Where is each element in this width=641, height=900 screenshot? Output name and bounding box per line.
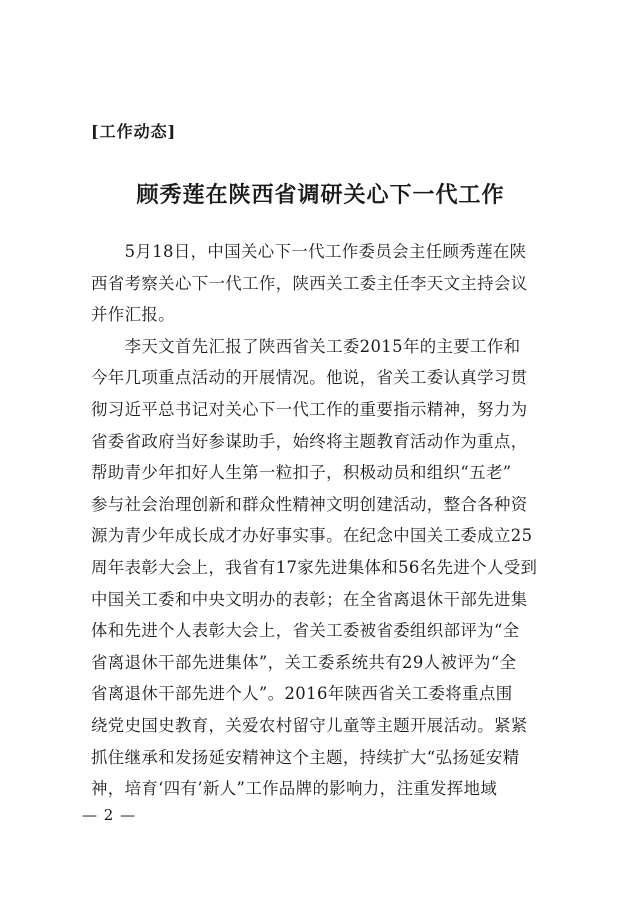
article-title: 顾秀莲在陕西省调研关心下一代工作 — [136, 182, 505, 208]
body-line: 并作汇报。 — [91, 305, 175, 325]
body-line: 神，培育‘四有’新人”工作品牌的影响力，注重发挥地域 — [91, 779, 498, 799]
body-line: 帮助青少年扣好人生第一粒扣子，积极动员和组织“五老” — [91, 463, 512, 483]
body-line: 5月18日，中国关心下一代工作委员会主任顾秀莲在陕 — [91, 242, 527, 261]
body-line: 西省考察关心下一代工作，陕西关工委主任李天文主持会议 — [91, 273, 528, 293]
body-line: 李天文首先汇报了陕西省关工委2015年的主要工作和 — [91, 336, 521, 356]
body-line: 省离退休干部先进集体”，关工委系统共有29人被评为“全 — [91, 652, 517, 672]
page-number: — 2 — — [82, 806, 137, 824]
body-line: 省委省政府当好参谋助手，始终将主题教育活动作为重点， — [91, 431, 528, 451]
body-line: 省离退休干部先进个人”。2016年陕西省关工委将重点围 — [91, 684, 513, 704]
article-body — [91, 236, 551, 805]
body-line: 抓住继承和发扬延安精神这个主题，持续扩大“弘扬延安精 — [91, 747, 520, 767]
body-line: 绕党史国史教育，关爱农村留守儿童等主题开展活动。紧紧 — [91, 715, 528, 735]
section-tag: [工作动态] — [91, 122, 177, 141]
body-line: 周年表彰大会上，我省有17家先进集体和56名先进个人受到 — [91, 557, 538, 577]
body-line: 今年几项重点活动的开展情况。他说，省关工委认真学习贯 — [91, 368, 528, 388]
body-line: 彻习近平总书记对关心下一代工作的重要指示精神，努力为 — [91, 399, 528, 419]
body-line: 体和先进个人表彰大会上，省关工委被省委组织部评为“全 — [91, 621, 520, 641]
body-line: 源为青少年成长成才办好事实事。在纪念中国关工委成立25 — [91, 526, 533, 546]
body-line: 参与社会治理创新和群众性精神文明创建活动，整合各种资 — [91, 494, 528, 514]
body-line: 中国关工委和中央文明办的表彰；在全省离退休干部先进集 — [91, 589, 528, 609]
